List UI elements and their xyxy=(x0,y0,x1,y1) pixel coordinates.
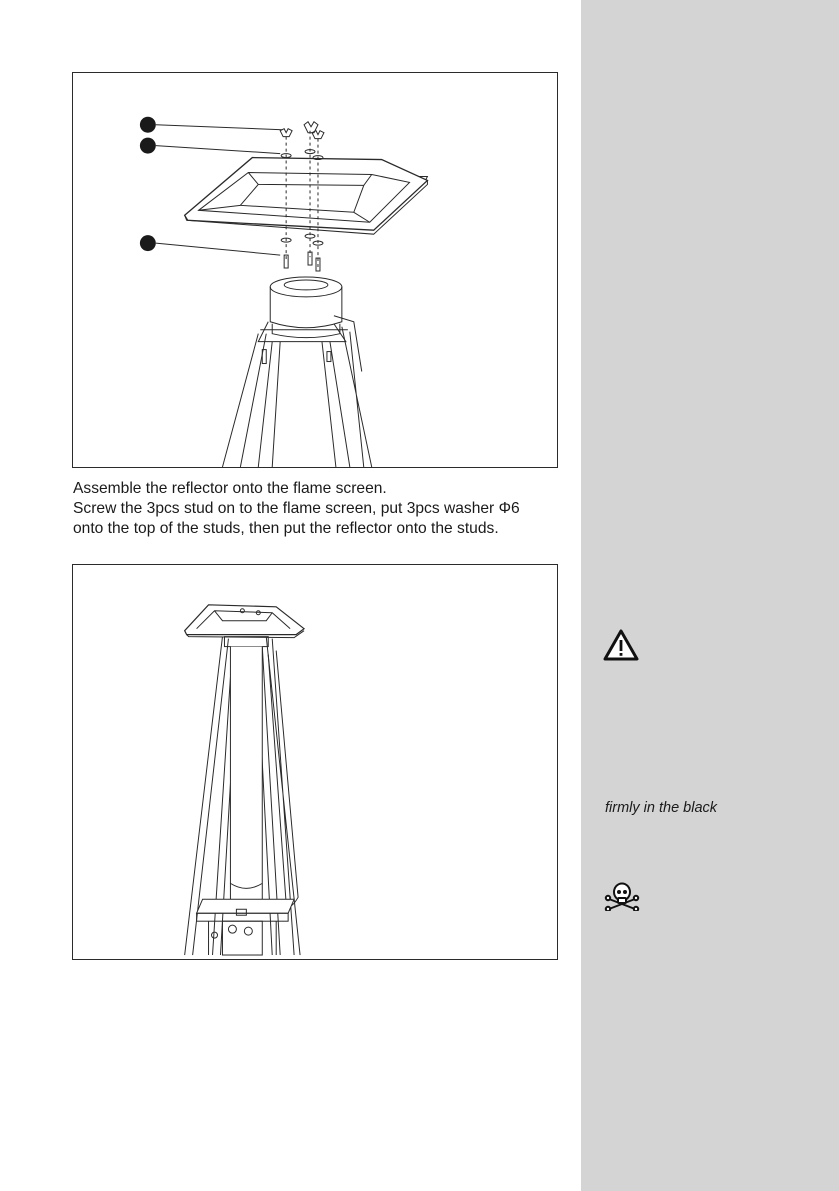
sidebar-panel xyxy=(581,0,839,1191)
callout-dot xyxy=(140,235,156,251)
instruction-line-2: Screw the 3pcs stud on to the flame screen, put 3pcs washer Φ6 xyxy=(73,500,520,517)
assembled-heater-figure xyxy=(72,564,558,960)
assembly-instructions xyxy=(73,479,573,539)
skull-crossbones-icon xyxy=(604,881,640,911)
instruction-line-3: onto the top of the studs, then put the reflector onto the studs. xyxy=(73,520,499,537)
instruction-line-1: Assemble the reflector onto the flame screen. xyxy=(73,480,387,497)
callout-dot xyxy=(140,138,156,154)
callout-dot xyxy=(140,117,156,133)
assembled-heater-drawing xyxy=(73,565,557,959)
reflector-assembly-drawing xyxy=(73,73,557,467)
warning-triangle-icon xyxy=(603,629,639,661)
reflector-assembly-figure xyxy=(72,72,558,468)
sidebar-note: firmly in the black xyxy=(605,800,718,816)
